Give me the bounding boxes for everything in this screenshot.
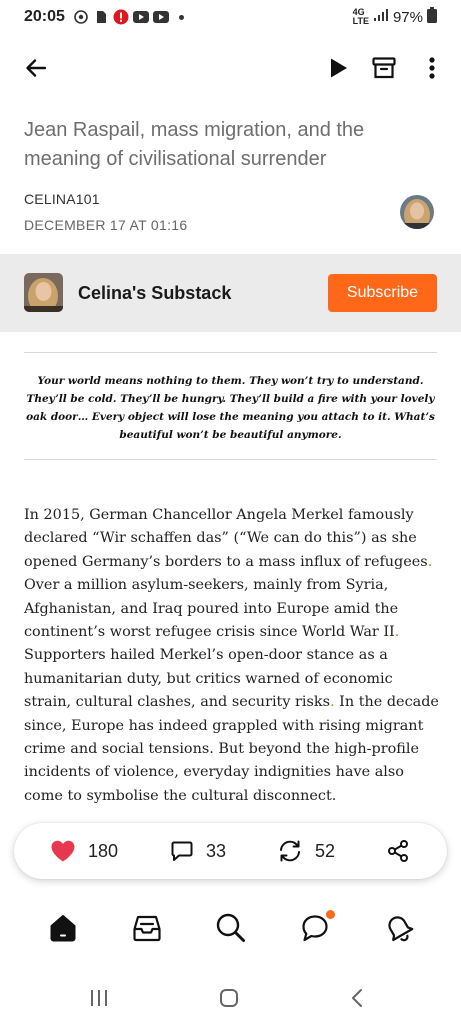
- nav-activity[interactable]: [379, 908, 419, 948]
- chat-notification-dot: [326, 910, 335, 919]
- battery-percent: 97%: [392, 8, 423, 26]
- heart-icon: [50, 839, 76, 863]
- like-count: 180: [88, 840, 119, 861]
- network-type: [353, 8, 369, 26]
- more-dot-icon: [179, 15, 184, 20]
- network-label-top: 4G: [352, 7, 365, 17]
- nav-chat[interactable]: [295, 908, 335, 948]
- comment-count: 33: [206, 840, 227, 861]
- system-home-button[interactable]: [217, 986, 241, 1010]
- play-audio-button[interactable]: [322, 52, 354, 84]
- alert-icon: [113, 9, 129, 25]
- archive-button[interactable]: [368, 52, 400, 84]
- body-sentence: Over a million asylum-seekers, mainly from Syria, Afghanistan, and Iraq poured into Europe amid the continent’s worst refugee crisis since World War II: [24, 577, 399, 641]
- battery-icon: [427, 7, 437, 27]
- footnote-link[interactable]: .: [330, 694, 335, 711]
- comment-icon: [170, 839, 194, 863]
- nav-search[interactable]: [211, 908, 251, 948]
- network-label-bottom: LTE: [352, 16, 369, 26]
- status-bar: [0, 0, 461, 34]
- chat-icon: [300, 913, 330, 943]
- footnote-link[interactable]: .: [394, 624, 400, 641]
- share-icon: [386, 839, 410, 863]
- back-arrow-icon: [24, 56, 48, 80]
- status-time: 20:05: [24, 8, 65, 25]
- author-avatar[interactable]: [400, 195, 434, 229]
- top-action-bar: [0, 44, 461, 94]
- engagement-bar: [14, 823, 447, 879]
- body-sentence: In the decade since, Europe has indeed grappled with rising migrant crime and social tensions. But beyond the high-profile incidents of violence, everyday indignities have also come to symbolise the cultural disconnect.: [24, 694, 439, 804]
- share-button[interactable]: [386, 823, 410, 879]
- bell-icon: [383, 912, 415, 944]
- restack-button[interactable]: [277, 823, 335, 879]
- restack-count: 52: [315, 840, 336, 861]
- comment-button[interactable]: [170, 823, 226, 879]
- nav-home[interactable]: [43, 908, 83, 948]
- more-vertical-icon: [428, 56, 436, 80]
- quote-divider-bottom: [24, 459, 437, 460]
- subscribe-button[interactable]: Subscribe: [328, 274, 437, 312]
- play-icon: [326, 56, 350, 80]
- nav-inbox[interactable]: [127, 908, 167, 948]
- home-outline-icon: [219, 988, 239, 1008]
- inbox-icon: [132, 913, 162, 943]
- status-notification-icons: [73, 9, 184, 25]
- system-back-button[interactable]: [347, 986, 367, 1010]
- restack-icon: [277, 839, 303, 863]
- post-date: DECEMBER 17 AT 01:16: [24, 217, 188, 233]
- more-options-button[interactable]: [418, 52, 446, 84]
- archive-icon: [371, 55, 397, 81]
- publication-logo[interactable]: [24, 273, 63, 312]
- chat-bubble-icon: [73, 9, 89, 25]
- body-sentence: Supporters hailed Merkel’s open-door stance as a humanitarian duty, but critics warned of economic strain, cultural clashes, and security risks: [24, 647, 393, 711]
- post-title: Jean Raspail, mass migration, and the meaning of civilisational surrender: [24, 119, 365, 170]
- quote-divider-top: [24, 352, 437, 353]
- chevron-left-icon: [350, 988, 364, 1008]
- home-icon: [48, 913, 78, 943]
- search-icon: [215, 912, 247, 944]
- pull-quote: Your world means nothing to them. They won’t try to understand. They’ll be cold. They’ll be hungry. They’ll build a fire with your lovely oak door… Every object will lose the meaning you attach to it. What’s beautiful won’t be beautiful anymore.: [26, 375, 435, 441]
- back-button[interactable]: [20, 52, 52, 84]
- footnote-link[interactable]: .: [427, 553, 433, 570]
- signal-icon: [373, 8, 389, 26]
- recent-apps-icon: [89, 989, 109, 1007]
- status-right: [353, 7, 437, 27]
- publication-banner: [0, 254, 461, 332]
- sim-card-icon: [93, 9, 109, 25]
- youtube-icon: [153, 9, 169, 25]
- youtube-icon: [133, 9, 149, 25]
- like-button[interactable]: [50, 823, 118, 879]
- publication-name[interactable]: Celina's Substack: [78, 283, 232, 303]
- body-sentence: In 2015, German Chancellor Angela Merkel famously declared “Wir schaffen das” (“We can do this”) as she opened Germany’s borders to a mass influx of refugees: [24, 507, 428, 570]
- article-body: [24, 504, 444, 808]
- bottom-navigation: [0, 900, 461, 960]
- system-navigation: [0, 972, 461, 1024]
- author-name[interactable]: CELINA101: [24, 191, 100, 207]
- recent-apps-button[interactable]: [88, 986, 110, 1010]
